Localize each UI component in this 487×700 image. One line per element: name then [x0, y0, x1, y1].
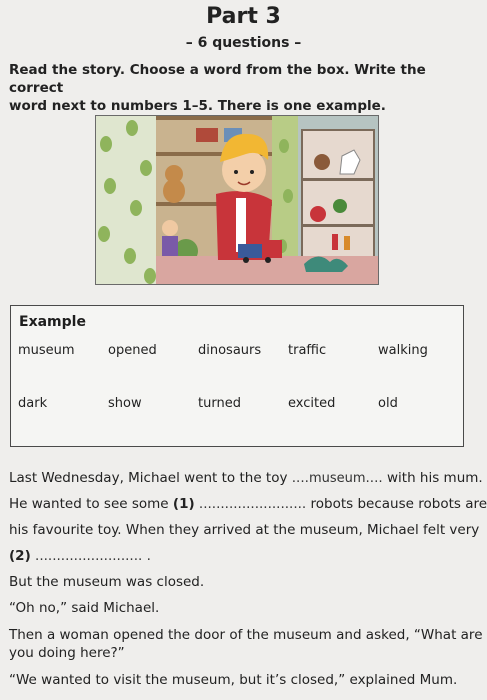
word-option: dinosaurs	[198, 343, 262, 358]
story-line-1: Last Wednesday, Michael went to the toy ....museum.... with his mum.	[9, 470, 483, 486]
part-title: Part 3	[206, 4, 281, 29]
word-option: traffic	[288, 343, 327, 358]
word-option: walking	[378, 343, 428, 358]
question-number-2: (2)	[9, 548, 31, 564]
instructions-line-2: word next to numbers 1–5. There is one example.	[9, 98, 386, 114]
example-answer: museum	[308, 471, 366, 486]
question-number-1: (1)	[172, 496, 195, 512]
story-line-6: “Oh no,” said Michael.	[9, 600, 160, 616]
answer-blank-1[interactable]: .........................	[194, 496, 311, 512]
word-option: show	[108, 396, 142, 411]
word-option: opened	[108, 343, 157, 358]
story-line-4	[9, 548, 151, 564]
answer-blank-2[interactable]: ......................... .	[30, 548, 151, 564]
story-line-7: Then a woman opened the door of the museum and asked, “What are	[9, 627, 483, 643]
word-option: dark	[18, 396, 48, 411]
story-line-3: his favourite toy. When they arrived at the museum, Michael felt very	[9, 522, 480, 538]
word-option: museum	[18, 343, 75, 358]
word-box-label: Example	[19, 314, 86, 330]
word-option: turned	[198, 396, 241, 411]
story-line-5: But the museum was closed.	[9, 574, 205, 590]
story-line-9: “We wanted to visit the museum, but it’s closed,” explained Mum.	[9, 672, 458, 688]
story-line-2: He wanted to see some (1) ......................... robots because robots are	[9, 496, 487, 512]
part-subtitle: – 6 questions –	[185, 35, 302, 51]
toy-shop-scene	[96, 116, 378, 284]
story-illustration	[95, 115, 379, 285]
story-line-8: you doing here?”	[9, 645, 125, 661]
instructions-line-1: Read the story. Choose a word from the box. Write the correct	[9, 62, 426, 96]
word-box	[10, 305, 464, 447]
instructions	[9, 61, 479, 115]
word-option: excited	[288, 396, 336, 411]
word-option: old	[378, 396, 398, 411]
